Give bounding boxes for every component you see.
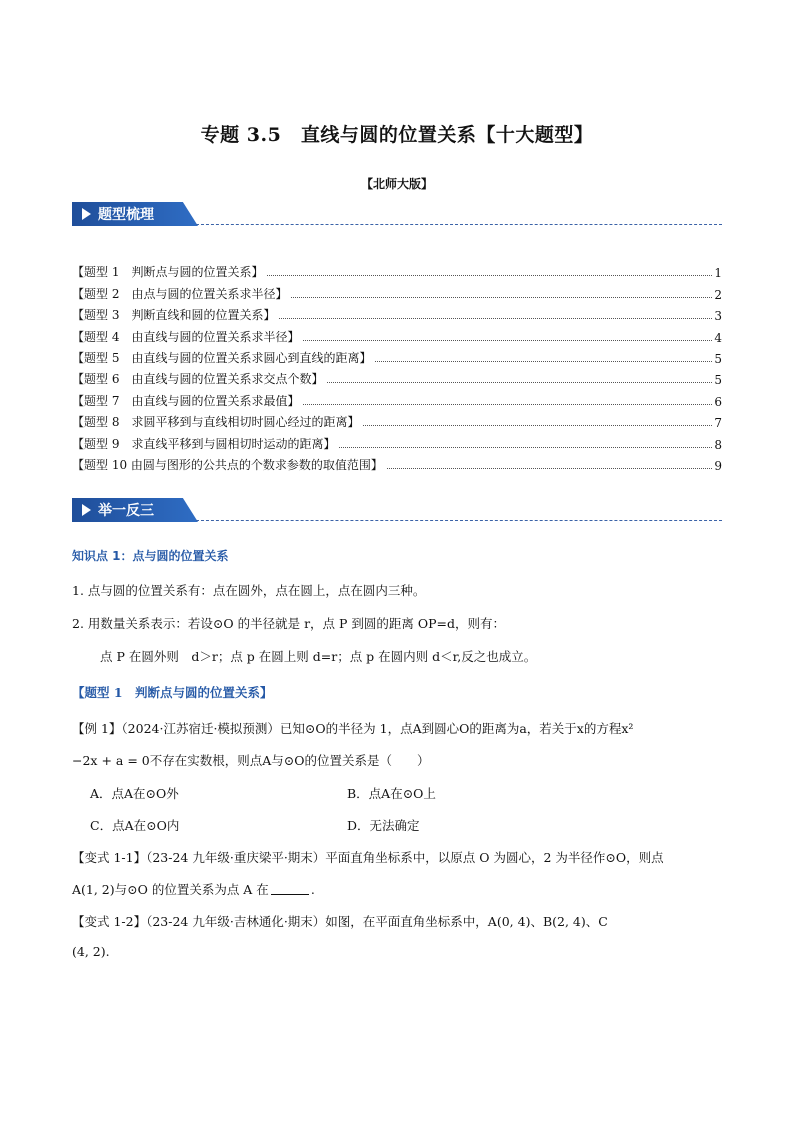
toc-entry[interactable]: 【题型 4 由直线与圆的位置关系求半径】 4 <box>72 329 722 345</box>
toc-entry[interactable]: 【题型 1 判断点与圆的位置关系】 1 <box>72 265 722 281</box>
toc-entry[interactable]: 【题型 9 求直线平移到与圆相切时运动的距离】 8 <box>72 436 722 452</box>
variant-question: 【变式 1-1】（23-24 九年级·重庆梁平·期末）平面直角坐标系中，以原点 O 为圆心，2 为半径作⊙O，则点 <box>72 850 664 865</box>
toc-entry[interactable]: 【题型 5 由直线与圆的位置关系求圆心到直线的距离】 5 <box>72 350 722 366</box>
section-header-practice <box>72 498 722 524</box>
option-d: D．无法确定 <box>347 818 420 833</box>
section-divider <box>196 224 722 225</box>
option-b: B．点A在⊙O上 <box>347 786 436 801</box>
variant-question: 【变式 1-2】（23-24 九年级·吉林通化·期末）如图，在平面直角坐标系中，A(0, 4)、B(2, 4)、C <box>72 914 608 929</box>
variant-question: (4, 2). <box>72 944 110 959</box>
section-label: 题型梳理 <box>98 207 154 223</box>
toc-entry[interactable]: 【题型 2 由点与圆的位置关系求半径】 2 <box>72 286 722 302</box>
example-question: 【例 1】（2024·江苏宿迁·模拟预测）已知⊙O的半径为 1，点A到圆心O的距离为a，若关于x的方程x² <box>72 721 634 736</box>
toc-entry[interactable]: 【题型 10 由圆与图形的公共点的个数求参数的取值范围】 9 <box>72 457 722 473</box>
section-label: 举一反三 <box>98 503 154 519</box>
toc-entry[interactable]: 【题型 6 由直线与圆的位置关系求交点个数】 5 <box>72 372 722 388</box>
answer-blank[interactable] <box>271 894 309 895</box>
toc-entry[interactable]: 【题型 3 判断直线和圆的位置关系】 3 <box>72 308 722 324</box>
knowledge-point-title: 知识点 1：点与圆的位置关系 <box>72 549 229 563</box>
toc-entry[interactable]: 【题型 7 由直线与圆的位置关系求最值】 6 <box>72 393 722 409</box>
play-arrow-icon <box>82 208 91 220</box>
section-header-toc <box>72 202 722 228</box>
knowledge-line: 2. 用数量关系表示：若设⊙O 的半径就是 r，点 P 到圆的距离 OP=d，则有： <box>72 616 506 631</box>
table-of-contents <box>72 259 722 473</box>
question-type-title: 【题型 1 判断点与圆的位置关系】 <box>72 685 273 700</box>
knowledge-line: 点 P 在圆外则 d＞r；点 p 在圆上则 d=r；点 p 在圆内则 d＜r,反之也成立。 <box>100 649 537 664</box>
toc-entry[interactable]: 【题型 8 求圆平移到与直线相切时圆心经过的距离】 7 <box>72 415 722 431</box>
edition-label: 【北师大版】 <box>360 177 433 191</box>
option-a: A．点A在⊙O外 <box>90 786 179 801</box>
document-title: 专题 3.5 直线与圆的位置关系【十大题型】 <box>200 124 594 146</box>
example-question: −2x + a = 0不存在实数根，则点A与⊙O的位置关系是（ ） <box>72 753 430 768</box>
section-divider <box>196 520 722 521</box>
play-arrow-icon <box>82 504 91 516</box>
knowledge-line: 1. 点与圆的位置关系有：点在圆外，点在圆上，点在圆内三种。 <box>72 583 426 598</box>
variant-question: A(1, 2)与⊙O 的位置关系为点 A 在 . <box>72 882 315 897</box>
option-c: C．点A在⊙O内 <box>90 818 180 833</box>
